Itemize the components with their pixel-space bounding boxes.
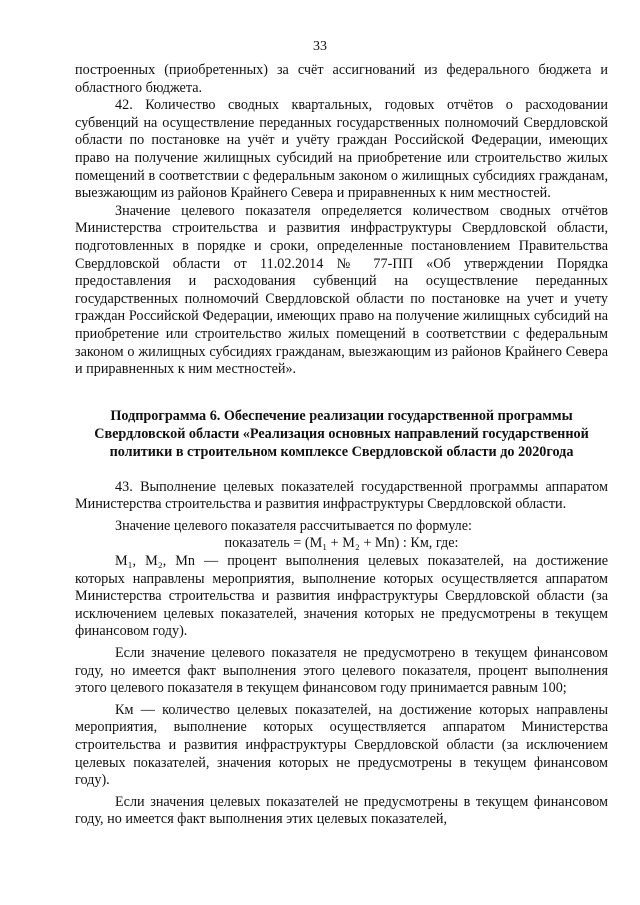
if-values-not-planned-paragraph: Если значения целевых показателей не предусмотрены в текущем финансовом году, но имеется факт выполнения этих целевых показателей,	[75, 793, 608, 828]
m-definition: M₁, M₂, Mn — процент выполнения целевых показателей, на достижение которых направлены мероприятия, выполнение которых осуществляется аппаратом Министерства строительства и развития инфраструктуры Свердловской области (за исключением целевых показателей, значения которых не предусмотрены в текущем финансовом году).	[75, 553, 608, 640]
paragraph-continuation: построенных (приобретенных) за счёт ассигнований из федерального бюджета и областного бюджета.	[75, 62, 608, 96]
if-not-planned-paragraph: Если значение целевого показателя не предусмотрено в текущем финансовом году, но имеется факт выполнения этого целевого показателя, процент выполнения этого целевого показателя в текущем финансовом году принимается равным 100;	[75, 645, 608, 697]
formula: показатель = (M₁ + M₂ + Mn) : Км, где:	[224, 535, 459, 552]
page-number: 33	[313, 39, 327, 54]
paragraph-42: 42. Количество сводных квартальных, годовых отчётов о расходовании субвенций на осуществление переданных государственных полномочий Свердловской области по постановке на учёт и учёту граждан Российской Федерации, имеющих право на получение жилищных субсидий на приобретение или строительство жилых помещений в соответствии с федеральным законом о жилищных субсидиях гражданам, выезжающим из районов Крайнего Севера и приравненных к ним местностей.	[75, 97, 608, 202]
formula-intro: Значение целевого показателя рассчитывается по формуле:	[115, 517, 472, 534]
paragraph-43: 43. Выполнение целевых показателей государственной программы аппаратом Министерства строительства и развития инфраструктуры Свердловской области.	[75, 478, 608, 513]
page-content	[75, 62, 608, 829]
subprogram-heading: Подпрограмма 6. Обеспечение реализации государственной программы Свердловской области «Реализация основных направлений государственной политики в строительном комплексе Свердловской области до 2020года	[94, 407, 589, 460]
paragraph-42-value: Значение целевого показателя определяется количеством сводных отчётов Министерства строительства и развития инфраструктуры Свердловской области, подготовленных в порядке и сроки, определенные постановлением Правительства Свердловской области от 11.02.2014 № 77-ПП «Об утверждении Порядка предоставления и расходования субвенций на осуществление переданных государственных полномочий Свердловской области по постановке на учет и учету граждан Российской Федерации, имеющих право на получение жилищных субсидий на приобретение или строительство жилых помещений в соответствии с федеральным законом о жилищных субсидиях гражданам, выезжающим из районов Крайнего Севера и приравненных к ним местностей».	[75, 202, 608, 378]
km-definition: Км — количество целевых показателей, на достижение которых направлены мероприятия, выполнение которых осуществляется аппаратом Министерства строительства и развития инфраструктуры Свердловской области (за исключением целевых показателей, значения которых не предусмотрены в текущем финансовом году).	[75, 701, 608, 789]
